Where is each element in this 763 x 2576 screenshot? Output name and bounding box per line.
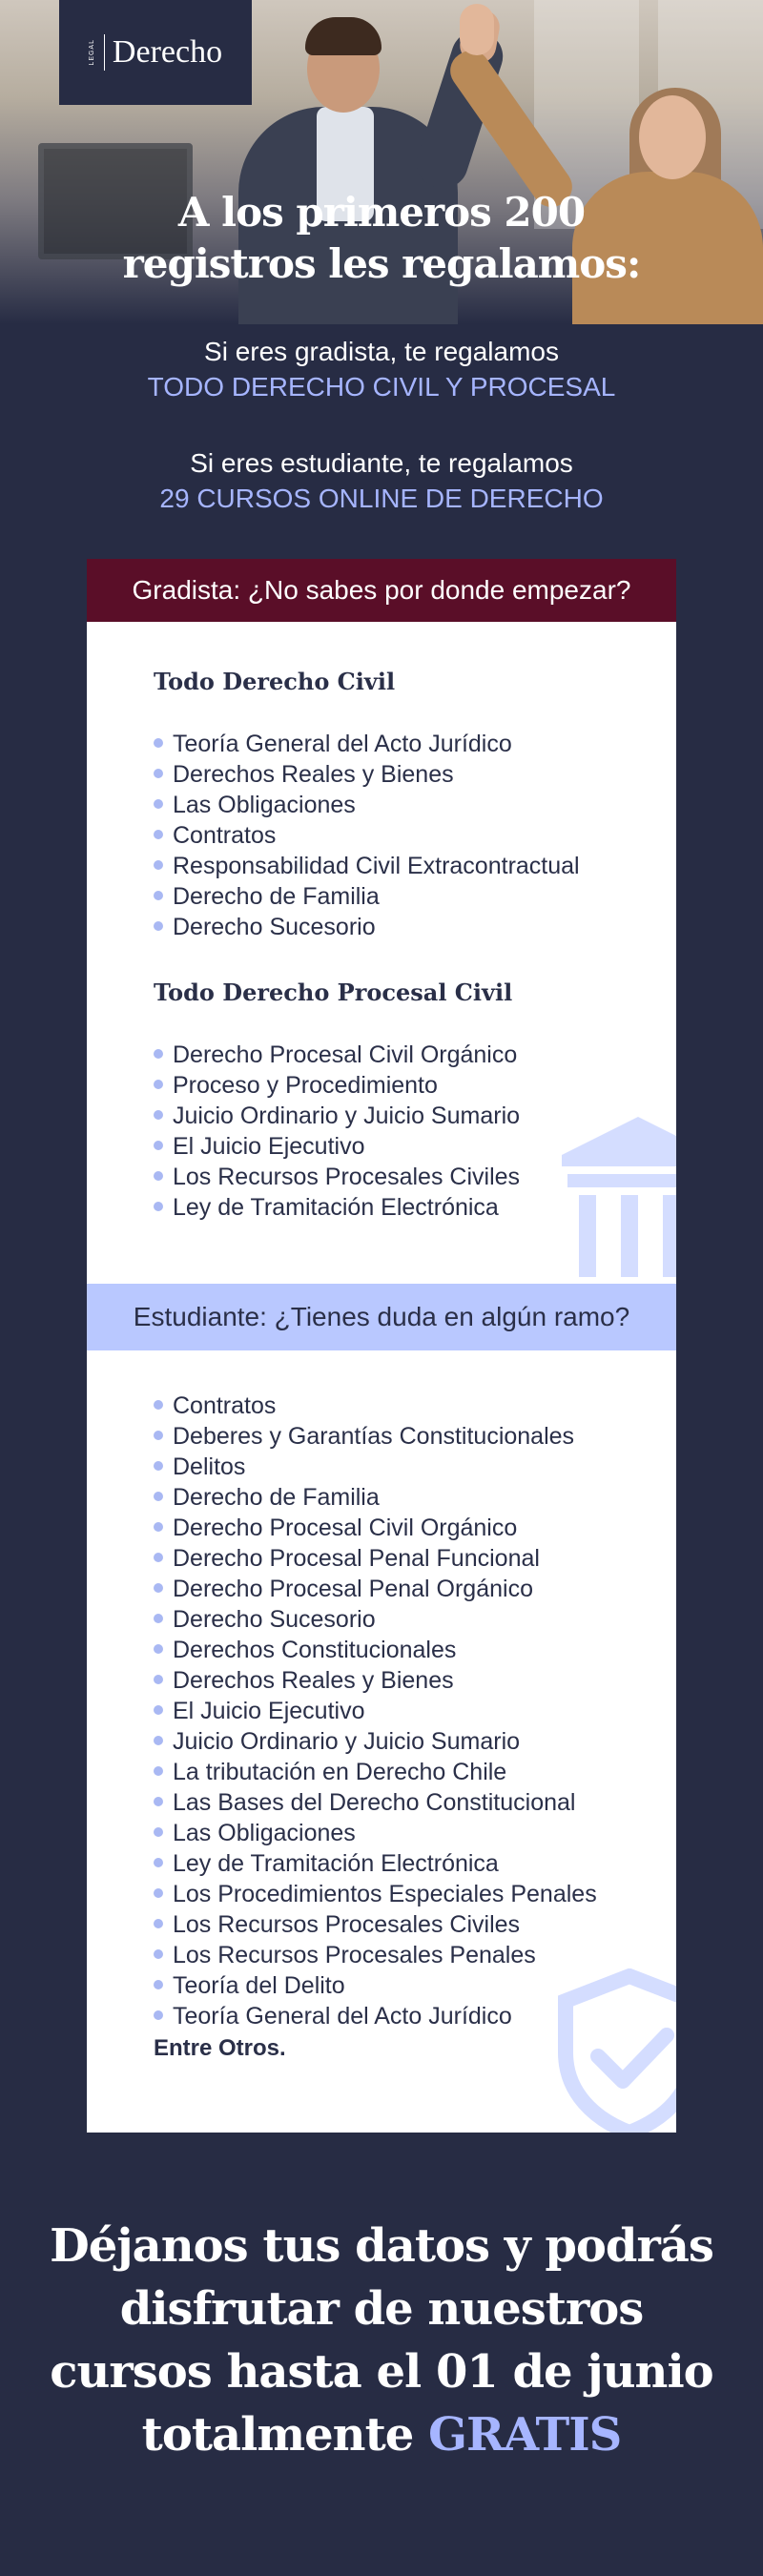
list-item: Derecho Procesal Civil Orgánico: [154, 1513, 597, 1543]
man-hair: [305, 17, 382, 55]
list-item: Delitos: [154, 1452, 597, 1482]
bullet-icon: [154, 1766, 163, 1776]
list-item: El Juicio Ejecutivo: [154, 1131, 520, 1162]
list-item: Derecho Sucesorio: [154, 912, 580, 942]
civil-section-title: Todo Derecho Civil: [154, 668, 396, 695]
list-item: Derechos Reales y Bienes: [154, 759, 580, 790]
courses-card: [87, 559, 676, 2133]
list-item: Derecho de Familia: [154, 881, 580, 912]
estudiante-course-list: [154, 1391, 597, 2031]
list-item: Teoría General del Acto Jurídico: [154, 2001, 597, 2031]
list-item: Derecho Procesal Penal Funcional: [154, 1543, 597, 1574]
logo-small-text: LEGAL: [88, 39, 95, 66]
bullet-icon: [154, 1797, 163, 1806]
brand-logo[interactable]: [59, 0, 252, 105]
list-item: Contratos: [154, 1391, 597, 1421]
bullet-icon: [154, 738, 163, 748]
bullet-icon: [154, 1141, 163, 1150]
bullet-icon: [154, 1736, 163, 1745]
bullet-icon: [154, 1980, 163, 1989]
list-item: Teoría del Delito: [154, 1970, 597, 2001]
offer-estudiante: [0, 445, 763, 516]
cta-line: Déjanos tus datos y podrás: [50, 2219, 713, 2273]
list-item: Teoría General del Acto Jurídico: [154, 729, 580, 759]
cta-text: totalmente: [141, 2408, 414, 2462]
list-item: Juicio Ordinario y Juicio Sumario: [154, 1726, 597, 1757]
list-item: Derecho de Familia: [154, 1482, 597, 1513]
bullet-icon: [154, 1080, 163, 1089]
procesal-section-title: Todo Derecho Procesal Civil: [154, 979, 513, 1006]
call-to-action: [0, 2215, 763, 2466]
bullet-icon: [154, 830, 163, 839]
bullet-icon: [154, 1553, 163, 1562]
bullet-icon: [154, 1431, 163, 1440]
bullet-icon: [154, 769, 163, 778]
list-item: Deberes y Garantías Constitucionales: [154, 1421, 597, 1452]
bullet-icon: [154, 1644, 163, 1654]
bullet-icon: [154, 1202, 163, 1211]
list-item: Los Recursos Procesales Penales: [154, 1940, 597, 1970]
shield-check-icon: [558, 1968, 676, 2133]
list-item: La tributación en Derecho Chile: [154, 1757, 597, 1787]
list-item: Responsabilidad Civil Extracontractual: [154, 851, 580, 881]
list-item: Las Bases del Derecho Constitucional: [154, 1787, 597, 1818]
bullet-icon: [154, 1949, 163, 1959]
list-item: Contratos: [154, 820, 580, 851]
cta-line: disfrutar de nuestros: [119, 2282, 644, 2336]
bullet-icon: [154, 1888, 163, 1898]
logo-text: Derecho: [104, 34, 222, 71]
offer-gradista: [0, 334, 763, 404]
bullet-icon: [154, 1705, 163, 1715]
list-item: Juicio Ordinario y Juicio Sumario: [154, 1101, 520, 1131]
list-item: Derechos Reales y Bienes: [154, 1665, 597, 1696]
bullet-icon: [154, 1827, 163, 1837]
list-item: Las Obligaciones: [154, 1818, 597, 1848]
offer-text: Si eres estudiante, te regalamos: [190, 448, 573, 478]
list-item: Derecho Procesal Civil Orgánico: [154, 1040, 520, 1070]
list-item: Los Procedimientos Especiales Penales: [154, 1879, 597, 1909]
hero-headline: [0, 187, 763, 290]
bullet-icon: [154, 1400, 163, 1410]
list-item: Los Recursos Procesales Civiles: [154, 1162, 520, 1192]
bullet-icon: [154, 1675, 163, 1684]
bullet-icon: [154, 799, 163, 809]
bullet-icon: [154, 1110, 163, 1120]
list-item: Proceso y Procedimiento: [154, 1070, 520, 1101]
list-item: Derecho Sucesorio: [154, 1604, 597, 1635]
bullet-icon: [154, 1919, 163, 1928]
bullet-icon: [154, 2010, 163, 2020]
list-item: Los Recursos Procesales Civiles: [154, 1909, 597, 1940]
gradista-header: Gradista: ¿No sabes por donde empezar?: [87, 559, 676, 622]
woman-head: [639, 95, 706, 179]
bullet-icon: [154, 1858, 163, 1867]
bullet-icon: [154, 1583, 163, 1593]
cta-line: cursos hasta el 01 de junio: [50, 2345, 713, 2399]
cta-line: [0, 2403, 763, 2466]
offer-text: Si eres gradista, te regalamos: [204, 337, 559, 366]
bullet-icon: [154, 1614, 163, 1623]
civil-course-list: [154, 729, 580, 942]
woman-hand: [460, 4, 494, 55]
offer-highlight: TODO DERECHO CIVIL Y PROCESAL: [147, 372, 616, 402]
list-item: El Juicio Ejecutivo: [154, 1696, 597, 1726]
courthouse-icon: [562, 1107, 676, 1279]
bullet-icon: [154, 1492, 163, 1501]
headline-line: A los primeros 200: [177, 189, 586, 236]
procesal-course-list: [154, 1040, 520, 1223]
bullet-icon: [154, 1171, 163, 1181]
bullet-icon: [154, 1049, 163, 1059]
list-item: Ley de Tramitación Electrónica: [154, 1192, 520, 1223]
headline-line: registros les regalamos:: [122, 240, 641, 287]
estudiante-header: Estudiante: ¿Tienes duda en algún ramo?: [87, 1284, 676, 1350]
bullet-icon: [154, 860, 163, 870]
list-item: Derechos Constitucionales: [154, 1635, 597, 1665]
offer-highlight: 29 CURSOS ONLINE DE DERECHO: [159, 484, 604, 513]
bullet-icon: [154, 1461, 163, 1471]
bullet-icon: [154, 1522, 163, 1532]
bullet-icon: [154, 891, 163, 900]
more-courses-note: Entre Otros.: [154, 2035, 286, 2061]
cta-gratis-highlight: GRATIS: [428, 2408, 622, 2462]
bullet-icon: [154, 921, 163, 931]
list-item: Las Obligaciones: [154, 790, 580, 820]
list-item: Derecho Procesal Penal Orgánico: [154, 1574, 597, 1604]
list-item: Ley de Tramitación Electrónica: [154, 1848, 597, 1879]
